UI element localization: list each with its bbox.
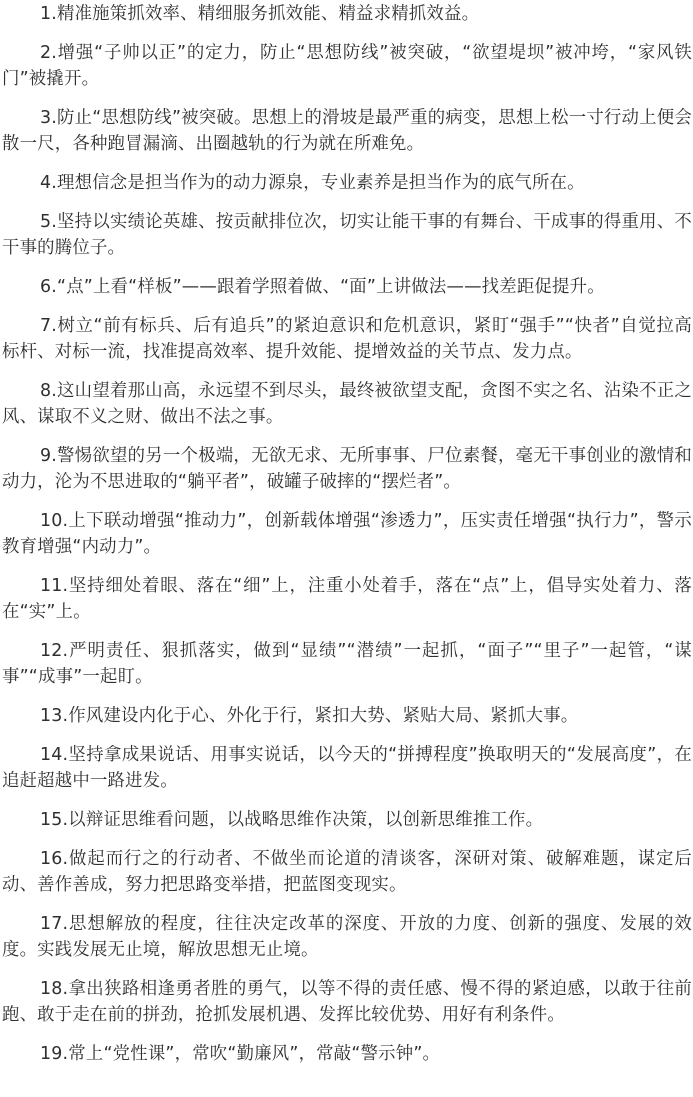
paragraph-9: 9.警惕欲望的另一个极端，无欲无求、无所事事、尸位素餐，毫无干事创业的激情和动力，沦为不思进取的“躺平者”，破罐子破摔的“摆烂者”。 [2, 446, 692, 492]
paragraph-14: 14.坚持拿成果说话、用事实说话，以今天的“拼搏程度”换取明天的“发展高度”，在追赶超越中一路进发。 [2, 745, 692, 791]
paragraph-6: 6.“点”上看“样板”——跟着学照着做、“面”上讲做法——找差距促提升。 [40, 277, 605, 297]
paragraph-1: 1.精准施策抓效率、精细服务抓效能、精益求精抓效益。 [40, 4, 480, 24]
paragraph-16: 16.做起而行之的行动者、不做坐而论道的清谈客，深研对策、破解难题，谋定后动、善作善成，努力把思路变举措，把蓝图变现实。 [2, 849, 692, 895]
paragraph-17: 17.思想解放的程度，往往决定改革的深度、开放的力度、创新的强度、发展的效度。实践发展无止境，解放思想无止境。 [2, 914, 692, 960]
paragraph-2: 2.增强“子帅以正”的定力，防止“思想防线”被突破，“欲望堤坝”被冲垮，“家风铁门”被撬开。 [2, 43, 692, 89]
paragraph-4: 4.理想信念是担当作为的动力源泉，专业素养是担当作为的底气所在。 [40, 173, 585, 193]
paragraph-15: 15.以辩证思维看问题，以战略思维作决策，以创新思维推工作。 [40, 810, 544, 830]
paragraph-3: 3.防止“思想防线”被突破。思想上的滑坡是最严重的病变，思想上松一寸行动上便会散一尺，各种跑冒漏滴、出圈越轨的行为就在所难免。 [2, 108, 692, 154]
paragraph-8: 8.这山望着那山高，永远望不到尽头，最终被欲望支配，贪图不实之名、沾染不正之风、谋取不义之财、做出不法之事。 [2, 381, 692, 427]
paragraph-18: 18.拿出狭路相逢勇者胜的勇气，以等不得的责任感、慢不得的紧迫感，以敢于往前跑、敢于走在前的拼劲，抢抓发展机遇、发挥比较优势、用好有利条件。 [2, 979, 692, 1025]
paragraph-7: 7.树立“前有标兵、后有追兵”的紧迫意识和危机意识，紧盯“强手”“快者”自觉拉高标杆、对标一流，找准提高效率、提升效能、提增效益的关节点、发力点。 [2, 316, 692, 362]
paragraph-5: 5.坚持以实绩论英雄、按贡献排位次，切实让能干事的有舞台、干成事的得重用、不干事的腾位子。 [2, 212, 692, 258]
paragraph-19: 19.常上“党性课”，常吹“勤廉风”，常敲“警示钟”。 [40, 1044, 441, 1064]
paragraph-12: 12.严明责任、狠抓落实，做到“显绩”“潜绩”一起抓，“面子”“里子”一起管，“谋事”“成事”一起盯。 [2, 641, 692, 687]
paragraph-11: 11.坚持细处着眼、落在“细”上，注重小处着手，落在“点”上，倡导实处着力、落在“实”上。 [2, 576, 692, 622]
paragraph-13: 13.作风建设内化于心、外化于行，紧扣大势、紧贴大局、紧抓大事。 [40, 706, 579, 726]
paragraph-10: 10.上下联动增强“推动力”，创新载体增强“渗透力”，压实责任增强“执行力”，警示教育增强“内动力”。 [2, 511, 692, 557]
